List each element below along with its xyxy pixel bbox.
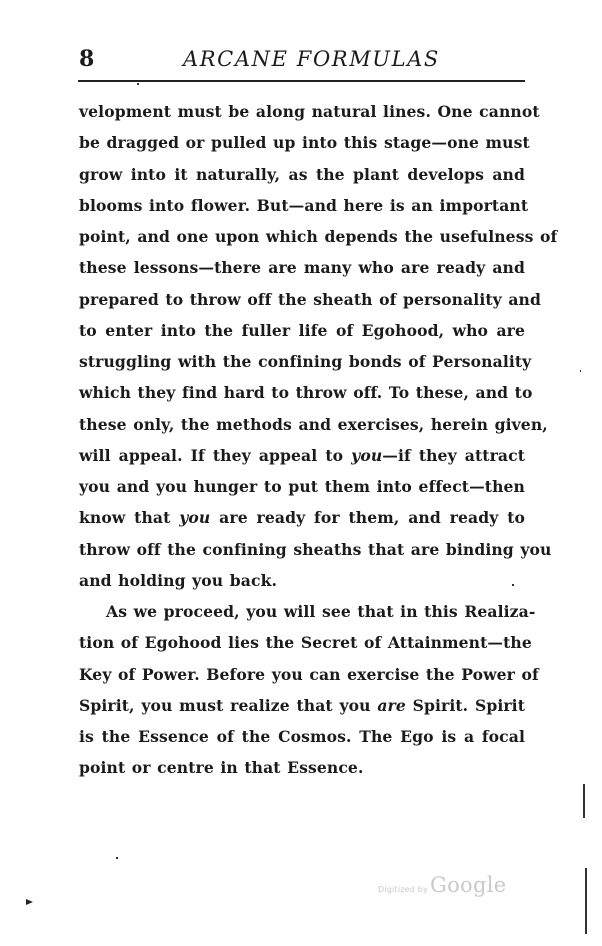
text-line: is the Essence of the Cosmos. The Ego is a focal [79, 727, 525, 746]
text-segment: will appeal. If they appeal to [79, 445, 352, 465]
corner-arrow [26, 899, 33, 905]
emphasis-text: you [351, 445, 383, 465]
running-head: ARCANE FORMULAS [183, 47, 440, 71]
scan-mark [585, 868, 587, 934]
text-segment: —if they attract [382, 445, 525, 465]
text-line [79, 502, 525, 533]
text-line: these lessons—there are many who are ready and [79, 258, 525, 278]
text-line: be dragged or pulled up into this stage—one must [79, 133, 530, 153]
text-line: you and you hunger to put them into effect—then [79, 477, 525, 496]
text-line: point, and one upon which depends the usefulness of [79, 227, 558, 246]
scan-speck [512, 584, 514, 586]
text-line: point or centre in that Essence. [79, 758, 364, 778]
text-line: As we proceed, you will see that in this Realiza- [106, 602, 536, 621]
text-line: velopment must be along natural lines. One cannot [79, 102, 540, 121]
watermark-label: Digitized by [378, 885, 428, 894]
scan-mark [583, 784, 585, 818]
emphasis-text: are [377, 695, 406, 715]
text-line: which they find hard to throw off. To these, and to [79, 383, 533, 403]
text-segment: Spirit, you must realize that you [79, 695, 378, 715]
text-segment: know that [79, 508, 180, 528]
text-line: grow into it naturally, as the plant develops and [79, 164, 525, 184]
text-line: struggling with the confining bonds of Personality [79, 352, 532, 371]
text-line: Key of Power. Before you can exercise the Power of [79, 664, 539, 684]
text-segment: Spirit. Spirit [405, 695, 525, 715]
scan-speck [580, 370, 581, 372]
text-line [79, 440, 525, 471]
text-line: tion of Egohood lies the Secret of Attainment—the [79, 633, 532, 653]
scan-speck [137, 83, 139, 85]
text-segment: are ready for them, and ready to [210, 508, 525, 528]
text-line: prepared to throw off the sheath of personality and [79, 289, 541, 309]
text-line: throw off the confining sheaths that are binding you [79, 539, 552, 559]
text-line: to enter into the fuller life of Egohood, who are [79, 320, 525, 340]
text-line [79, 690, 525, 721]
text-line: and holding you back. [79, 570, 277, 590]
text-line: these only, the methods and exercises, herein given, [79, 414, 548, 434]
text-line: blooms into flower. But—and here is an important [79, 195, 529, 215]
scan-speck [116, 857, 118, 859]
page-number: 8 [79, 46, 95, 72]
header-rule [78, 80, 525, 82]
watermark-brand: Google [430, 873, 507, 897]
digitization-watermark [378, 873, 506, 897]
body-text [79, 96, 558, 784]
emphasis-text: you [179, 508, 211, 528]
